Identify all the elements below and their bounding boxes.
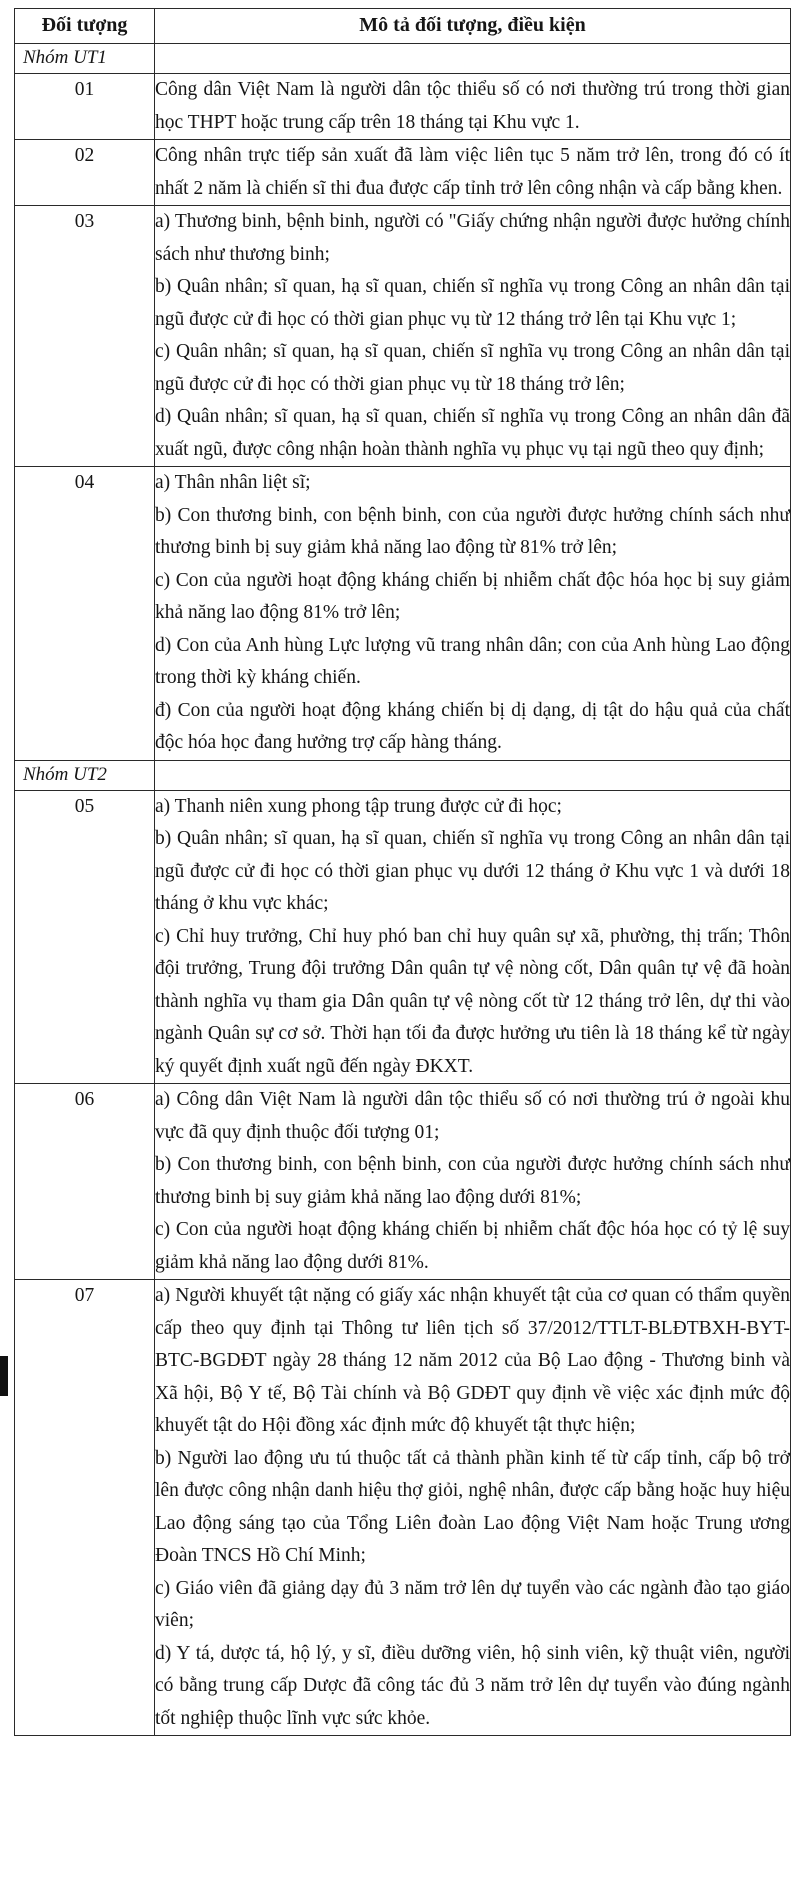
condition-line: a) Thương binh, bệnh binh, người có "Giấy chứng nhận người được hưởng chính sách như thương binh; [155, 211, 790, 265]
subject-code: 04 [15, 467, 155, 761]
subject-code: 01 [15, 74, 155, 140]
subject-description [155, 1280, 791, 1736]
group-label: Nhóm UT1 [15, 44, 155, 74]
table-row-03 [15, 206, 791, 467]
condition-line: d) Quân nhân; sĩ quan, hạ sĩ quan, chiến sĩ nghĩa vụ trong Công an nhân dân đã xuất ngũ, được công nhận hoàn thành nghĩa vụ phục vụ tại ngũ theo quy định; [155, 406, 790, 460]
condition-line: c) Chỉ huy trưởng, Chỉ huy phó ban chỉ huy quân sự xã, phường, thị trấn; Thôn đội trưởng, Trung đội trưởng Dân quân tự vệ nòng cốt, Dân quân tự vệ đã hoàn thành nghĩa vụ tham gia Dân quân tự vệ nòng cốt từ 12 tháng trở lên, dự thi vào ngành Quân sự cơ sở. Thời hạn tối đa được hưởng ưu tiên là 18 tháng kể từ ngày ký quyết định xuất ngũ đến ngày ĐKXT. [155, 925, 790, 1077]
subject-description [155, 74, 791, 140]
table-row-02 [15, 140, 791, 206]
page-edge-mark [0, 1356, 8, 1396]
condition-line: a) Thân nhân liệt sĩ; [155, 472, 311, 493]
condition-line: b) Quân nhân; sĩ quan, hạ sĩ quan, chiến sĩ nghĩa vụ trong Công an nhân dân tại ngũ được cử đi học có thời gian phục vụ dưới 12 tháng ở Khu vực 1 và dưới 18 tháng ở khu vực khác; [155, 828, 790, 914]
condition-line: a) Người khuyết tật nặng có giấy xác nhận khuyết tật của cơ quan có thẩm quyền cấp theo quy định tại Thông tư liên tịch số 37/2012/TTLT-BLĐTBXH-BYT-BTC-BGDĐT ngày 28 tháng 12 năm 2012 của Bộ Lao động - Thương binh và Xã hội, Bộ Y tế, Bộ Tài chính và Bộ GDĐT quy định về việc xác định mức độ khuyết tật do Hội đồng xác định mức độ khuyết tật thực hiện; [155, 1285, 790, 1436]
subject-description [155, 206, 791, 467]
condition-line: c) Con của người hoạt động kháng chiến bị nhiễm chất độc hóa học bị suy giảm khả năng lao động 81% trở lên; [155, 569, 790, 623]
condition-line: d) Con của Anh hùng Lực lượng vũ trang nhân dân; con của Anh hùng Lao động trong thời kỳ kháng chiến. [155, 634, 790, 688]
condition-line: c) Quân nhân; sĩ quan, hạ sĩ quan, chiến sĩ nghĩa vụ trong Công an nhân dân tại ngũ được cử đi học có thời gian phục vụ từ 18 tháng trở lên; [155, 341, 790, 395]
condition-line: c) Giáo viên đã giảng dạy đủ 3 năm trở lên dự tuyển vào các ngành đào tạo giáo viên; [155, 1577, 790, 1631]
document-page [14, 8, 790, 1736]
group-row-ut1 [15, 44, 791, 74]
table-header-row [15, 9, 791, 44]
condition-line: b) Con thương binh, con bệnh binh, con của người được hưởng chính sách như thương binh bị suy giảm khả năng lao động từ 81% trở lên; [155, 504, 790, 558]
condition-line: Công nhân trực tiếp sản xuất đã làm việc liên tục 5 năm trở lên, trong đó có ít nhất 2 năm là chiến sĩ thi đua được cấp tỉnh trở lên công nhận và cấp bằng khen. [155, 145, 790, 199]
condition-line: a) Công dân Việt Nam là người dân tộc thiểu số có nơi thường trú ở ngoài khu vực đã quy định thuộc đối tượng 01; [155, 1089, 790, 1143]
header-description: Mô tả đối tượng, điều kiện [155, 9, 791, 44]
table-row-01 [15, 74, 791, 140]
table-row-06 [15, 1084, 791, 1280]
subject-description [155, 1084, 791, 1280]
condition-line: c) Con của người hoạt động kháng chiến bị nhiễm chất độc hóa học có tỷ lệ suy giảm khả năng lao động dưới 81%. [155, 1219, 790, 1273]
table-row-04 [15, 467, 791, 761]
condition-line: a) Thanh niên xung phong tập trung được cử đi học; [155, 795, 562, 817]
subject-code: 05 [15, 790, 155, 1084]
table-row-07 [15, 1280, 791, 1736]
priority-subjects-table [14, 8, 791, 1736]
group-label: Nhóm UT2 [15, 760, 155, 790]
subject-code: 06 [15, 1084, 155, 1280]
condition-line: đ) Con của người hoạt động kháng chiến bị dị dạng, dị tật do hậu quả của chất độc hóa học đang hưởng trợ cấp hàng tháng. [155, 699, 790, 753]
subject-description [155, 790, 791, 1084]
subject-code: 03 [15, 206, 155, 467]
condition-line: b) Người lao động ưu tú thuộc tất cả thành phần kinh tế từ cấp tỉnh, cấp bộ trở lên được công nhận danh hiệu thợ giỏi, nghệ nhân, được cấp bằng hoặc huy hiệu Lao động sáng tạo của Tổng Liên đoàn Lao động Việt Nam hoặc Trung ương Đoàn TNCS Hồ Chí Minh; [155, 1447, 790, 1566]
group-row-ut2 [15, 760, 791, 790]
subject-description [155, 140, 791, 206]
condition-line: d) Y tá, dược tá, hộ lý, y sĩ, điều dưỡng viên, hộ sinh viên, kỹ thuật viên, người có bằng trung cấp Dược đã công tác đủ 3 năm trở lên dự tuyển vào đúng ngành tốt nghiệp thuộc lĩnh vực sức khỏe. [155, 1642, 790, 1729]
condition-line: b) Con thương binh, con bệnh binh, con của người được hưởng chính sách như thương binh bị suy giảm khả năng lao động dưới 81%; [155, 1154, 790, 1208]
condition-line: b) Quân nhân; sĩ quan, hạ sĩ quan, chiến sĩ nghĩa vụ trong Công an nhân dân tại ngũ được cử đi học có thời gian phục vụ từ 12 tháng trở lên tại Khu vực 1; [155, 276, 790, 330]
condition-line: Công dân Việt Nam là người dân tộc thiểu số có nơi thường trú trong thời gian học THPT hoặc trung cấp trên 18 tháng tại Khu vực 1. [155, 79, 790, 133]
subject-description [155, 467, 791, 761]
table-row-05 [15, 790, 791, 1084]
header-subject: Đối tượng [15, 9, 155, 44]
subject-code: 02 [15, 140, 155, 206]
subject-code: 07 [15, 1280, 155, 1736]
